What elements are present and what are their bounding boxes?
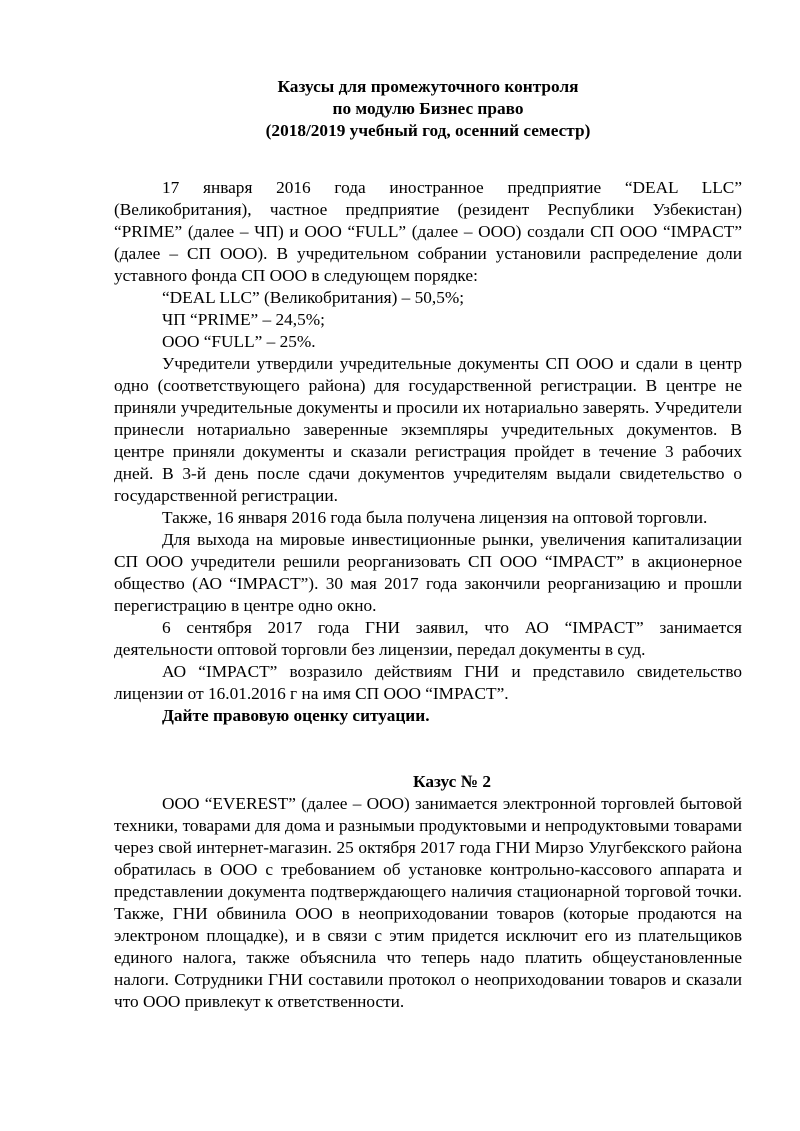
- document-title: [114, 76, 742, 142]
- case2-paragraph-1: ООО “EVEREST” (далее – ООО) занимается электронной торговлей бытовой техники, товарами для дома и разнымыи продуктовыми и непродуктовыми товарами через свой интернет-магазин. 25 октября 2017 года ГНИ Мирзо Улугбекского района обратилась в ООО с требованием об установке контрольно-кассового аппарата и представлении документа подтверждающего наличия стационарной торговой точки. Также, ГНИ обвинила ООО в неоприходовании товаров (которые продаются на электроном площадке), и в связи с этим придется исключит его из плательщиков единого налога, также объяснила что теперь надо платить общеустановленные налоги. Сотрудники ГНИ составили протокол о неоприходовании товаров и сказали что ООО привлекут к ответственности.: [114, 794, 742, 1011]
- case1-paragraph-5: 6 сентября 2017 года ГНИ заявил, что АО “IMPACT” занимается деятельности оптовой торговли без лицензии, передал документы в суд.: [114, 618, 742, 659]
- case2-title: Казус № 2: [413, 772, 491, 791]
- case1-task: Дайте правовую оценку ситуации.: [162, 706, 430, 725]
- title-line-1: Казусы для промежуточного контроля: [277, 77, 579, 96]
- case1-paragraph-6: АО “IMPACT” возразило действиям ГНИ и представило свидетельство лицензии от 16.01.2016 г на имя СП ООО “IMPACT”.: [114, 662, 742, 703]
- title-line-3: (2018/2019 учебный год, осенний семестр): [265, 121, 591, 140]
- case1-paragraph-3: Также, 16 января 2016 года была получена лицензия на оптовой торговли.: [162, 508, 708, 527]
- case1-share-1: “DEAL LLC” (Великобритания) – 50,5%;: [162, 288, 465, 307]
- title-line-2: по модулю Бизнес право: [332, 99, 524, 118]
- document-page: [114, 76, 742, 1013]
- case1-share-3: ООО “FULL” – 25%.: [162, 332, 316, 351]
- case1-intro: 17 января 2016 года иностранное предприятие “DEAL LLC” (Великобритания), частное предприятие (резидент Республики Узбекистан) “PRIME” (далее – ЧП) и ООО “FULL” (далее – ООО) создали СП ООО “IMPACT” (далее – СП ООО). В учредительном собрании установили распределение доли уставного фонда СП ООО в следующем порядке:: [114, 178, 742, 285]
- case1-paragraph-4: Для выхода на мировые инвестиционные рынки, увеличения капитализации СП ООО учредители решили реорганизовать СП ООО “IMPACT” в акционерное общество (АО “IMPACT”). 30 мая 2017 года закончили реорганизацию и прошли перегистрацию в центре одно окно.: [114, 530, 742, 615]
- case1-share-2: ЧП “PRIME” – 24,5%;: [162, 310, 325, 329]
- case1-paragraph-2: Учредители утвердили учредительные документы СП ООО и сдали в центр одно (соответствующего района) для государственной регистрации. В центре не приняли учредительные документы и просили их нотариально заверять. Учредители принесли нотариально заверенные экземпляры учредительных документов. В центре приняли документы и сказали регистрация пройдет в течение 3 рабочих дней. В 3-й день после сдачи документов учредителям выдали свидетельство о государственной регистрации.: [114, 354, 742, 505]
- case-1: [114, 177, 742, 727]
- case-2: [114, 771, 742, 1013]
